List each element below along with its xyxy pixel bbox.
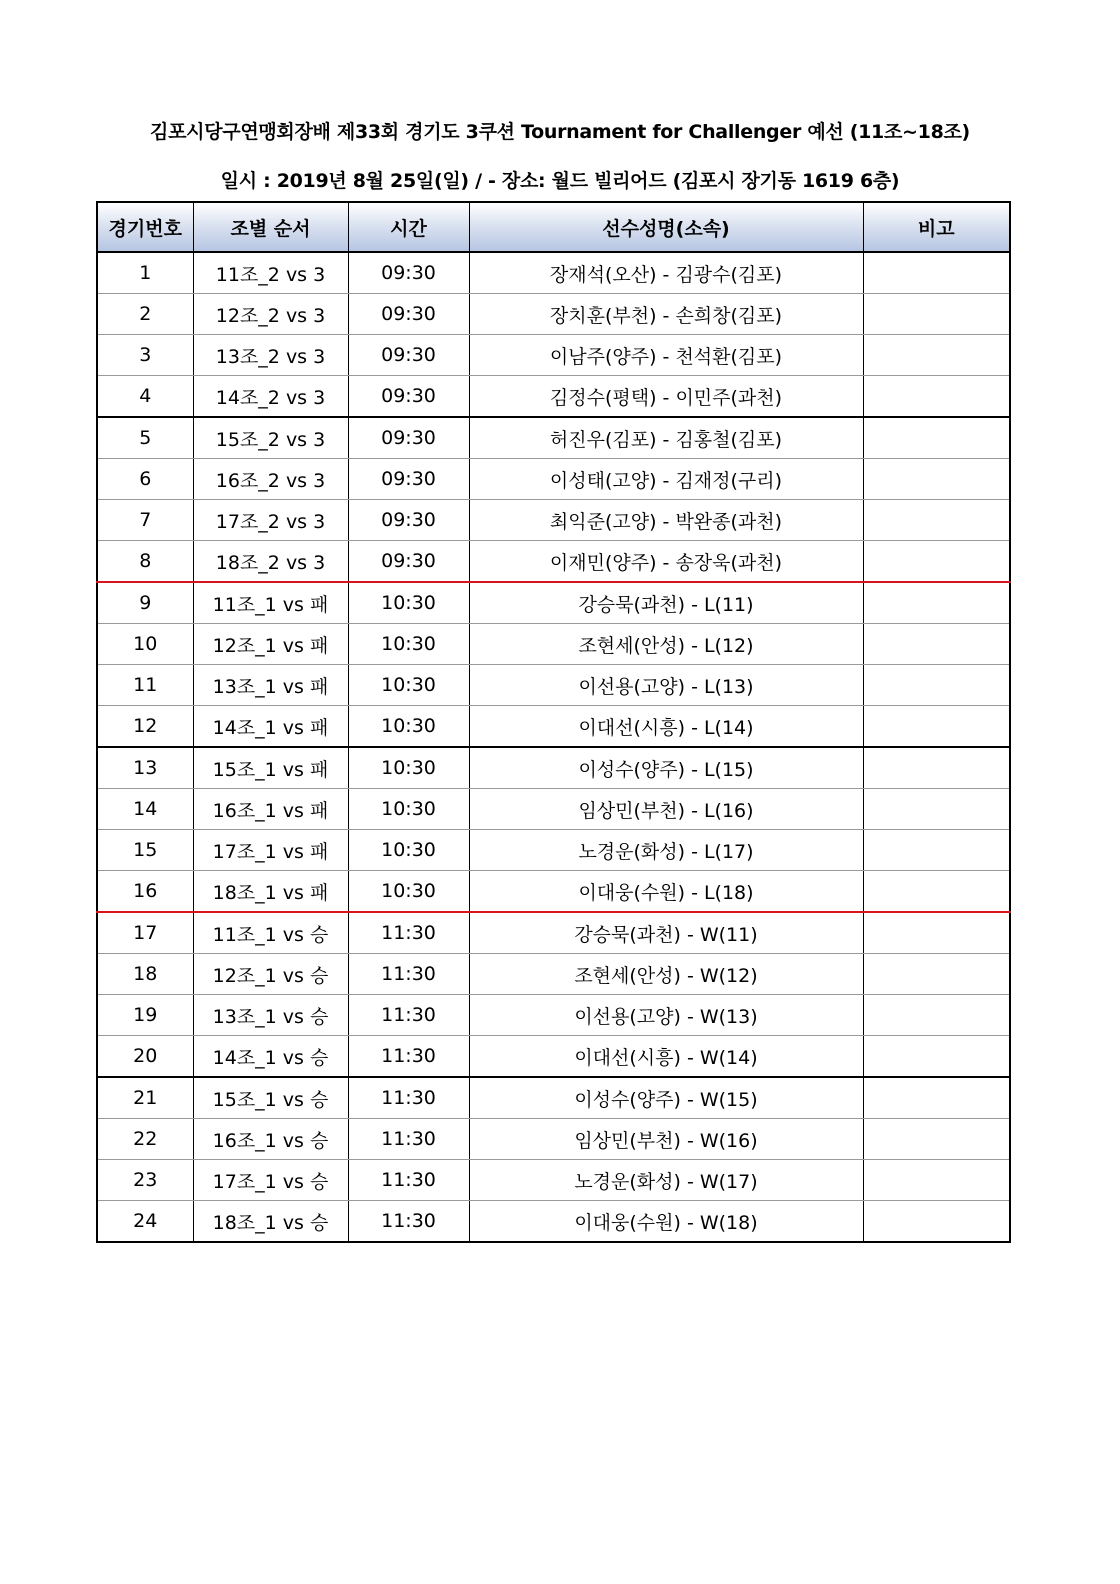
match-number-cell: 9 [97,582,193,624]
players-cell: 이선용(고양) - W(13) [469,995,863,1036]
note-cell [863,830,1010,871]
table-row [97,1036,1010,1078]
players-cell: 장치훈(부천) - 손희창(김포) [469,294,863,335]
note-cell [863,541,1010,583]
table-row [97,995,1010,1036]
table-row [97,665,1010,706]
time-cell: 09:30 [348,417,469,459]
note-cell [863,252,1010,294]
group-order-cell: 11조_1 vs 패 [193,582,348,624]
players-cell: 강승묵(과천) - L(11) [469,582,863,624]
note-cell [863,376,1010,418]
players-cell: 이대웅(수원) - L(18) [469,871,863,913]
group-order-cell: 14조_1 vs 패 [193,706,348,748]
document-title: 김포시당구연맹회장배 제33회 경기도 3쿠션 Tournament for Challenger 예선 (11조~18조) [150,121,970,143]
match-number-cell: 1 [97,252,193,294]
time-cell: 11:30 [348,1160,469,1201]
group-order-cell: 18조_1 vs 승 [193,1201,348,1243]
note-cell [863,747,1010,789]
match-number-cell: 20 [97,1036,193,1078]
players-cell: 노경운(화성) - W(17) [469,1160,863,1201]
time-cell: 09:30 [348,376,469,418]
match-number-cell: 8 [97,541,193,583]
header-match-number: 경기번호 [97,202,193,252]
time-cell: 11:30 [348,1201,469,1243]
table-row [97,1201,1010,1243]
match-schedule-table [96,201,1011,1243]
time-cell: 09:30 [348,500,469,541]
header-time: 시간 [348,202,469,252]
time-cell: 10:30 [348,624,469,665]
note-cell [863,665,1010,706]
group-order-cell: 11조_2 vs 3 [193,252,348,294]
match-number-cell: 24 [97,1201,193,1243]
table-row [97,624,1010,665]
note-cell [863,706,1010,748]
table-row [97,912,1010,954]
note-cell [863,871,1010,913]
match-number-cell: 12 [97,706,193,748]
note-cell [863,912,1010,954]
group-order-cell: 17조_1 vs 승 [193,1160,348,1201]
match-number-cell: 10 [97,624,193,665]
group-order-cell: 13조_1 vs 승 [193,995,348,1036]
time-cell: 10:30 [348,871,469,913]
note-cell [863,995,1010,1036]
time-cell: 10:30 [348,830,469,871]
group-order-cell: 12조_2 vs 3 [193,294,348,335]
table-row [97,706,1010,748]
match-number-cell: 6 [97,459,193,500]
players-cell: 조현세(안성) - L(12) [469,624,863,665]
table-row [97,417,1010,459]
players-cell: 이성태(고양) - 김재정(구리) [469,459,863,500]
note-cell [863,1201,1010,1243]
group-order-cell: 17조_2 vs 3 [193,500,348,541]
note-cell [863,789,1010,830]
players-cell: 이대웅(수원) - W(18) [469,1201,863,1243]
table-row [97,459,1010,500]
table-row [97,376,1010,418]
time-cell: 10:30 [348,747,469,789]
match-number-cell: 14 [97,789,193,830]
players-cell: 장재석(오산) - 김광수(김포) [469,252,863,294]
table-row [97,747,1010,789]
note-cell [863,1119,1010,1160]
time-cell: 11:30 [348,1119,469,1160]
group-order-cell: 16조_1 vs 승 [193,1119,348,1160]
header-note: 비고 [863,202,1010,252]
players-cell: 김정수(평택) - 이민주(과천) [469,376,863,418]
time-cell: 11:30 [348,954,469,995]
match-number-cell: 17 [97,912,193,954]
match-number-cell: 7 [97,500,193,541]
table-row [97,582,1010,624]
time-cell: 10:30 [348,582,469,624]
players-cell: 최익준(고양) - 박완종(과천) [469,500,863,541]
players-cell: 이대선(시흥) - W(14) [469,1036,863,1078]
players-cell: 이재민(양주) - 송장욱(과천) [469,541,863,583]
players-cell: 이성수(양주) - W(15) [469,1077,863,1119]
time-cell: 09:30 [348,294,469,335]
note-cell [863,294,1010,335]
note-cell [863,1036,1010,1078]
table-row [97,871,1010,913]
players-cell: 조현세(안성) - W(12) [469,954,863,995]
group-order-cell: 13조_1 vs 패 [193,665,348,706]
time-cell: 09:30 [348,252,469,294]
table-header-row [97,202,1010,252]
match-number-cell: 11 [97,665,193,706]
match-number-cell: 23 [97,1160,193,1201]
players-cell: 이성수(양주) - L(15) [469,747,863,789]
time-cell: 09:30 [348,541,469,583]
note-cell [863,1160,1010,1201]
match-number-cell: 18 [97,954,193,995]
document-subtitle: 일시 : 2019년 8월 25일(일) / - 장소: 월드 빌리어드 (김포시 장기동 1619 6층) [220,170,900,192]
group-order-cell: 14조_2 vs 3 [193,376,348,418]
time-cell: 11:30 [348,1077,469,1119]
players-cell: 임상민(부천) - W(16) [469,1119,863,1160]
group-order-cell: 17조_1 vs 패 [193,830,348,871]
table-row [97,830,1010,871]
time-cell: 11:30 [348,912,469,954]
group-order-cell: 18조_1 vs 패 [193,871,348,913]
match-number-cell: 21 [97,1077,193,1119]
match-number-cell: 16 [97,871,193,913]
match-number-cell: 4 [97,376,193,418]
players-cell: 허진우(김포) - 김홍철(김포) [469,417,863,459]
match-number-cell: 15 [97,830,193,871]
group-order-cell: 16조_2 vs 3 [193,459,348,500]
time-cell: 11:30 [348,1036,469,1078]
time-cell: 11:30 [348,995,469,1036]
group-order-cell: 15조_2 vs 3 [193,417,348,459]
time-cell: 10:30 [348,706,469,748]
match-number-cell: 2 [97,294,193,335]
group-order-cell: 12조_1 vs 패 [193,624,348,665]
header-group-order: 조별 순서 [193,202,348,252]
group-order-cell: 18조_2 vs 3 [193,541,348,583]
note-cell [863,459,1010,500]
note-cell [863,500,1010,541]
table-row [97,252,1010,294]
group-order-cell: 16조_1 vs 패 [193,789,348,830]
group-order-cell: 13조_2 vs 3 [193,335,348,376]
table-row [97,500,1010,541]
table-row [97,1119,1010,1160]
players-cell: 노경운(화성) - L(17) [469,830,863,871]
note-cell [863,1077,1010,1119]
group-order-cell: 12조_1 vs 승 [193,954,348,995]
match-number-cell: 19 [97,995,193,1036]
players-cell: 강승묵(과천) - W(11) [469,912,863,954]
match-number-cell: 3 [97,335,193,376]
header-players: 선수성명(소속) [469,202,863,252]
time-cell: 09:30 [348,335,469,376]
match-number-cell: 5 [97,417,193,459]
players-cell: 이대선(시흥) - L(14) [469,706,863,748]
note-cell [863,582,1010,624]
time-cell: 10:30 [348,789,469,830]
match-number-cell: 22 [97,1119,193,1160]
table-row [97,954,1010,995]
table-row [97,1077,1010,1119]
players-cell: 이남주(양주) - 천석환(김포) [469,335,863,376]
match-number-cell: 13 [97,747,193,789]
players-cell: 이선용(고양) - L(13) [469,665,863,706]
table-row [97,335,1010,376]
table-body [97,252,1010,1242]
note-cell [863,417,1010,459]
table-row [97,789,1010,830]
group-order-cell: 14조_1 vs 승 [193,1036,348,1078]
table-row [97,1160,1010,1201]
time-cell: 10:30 [348,665,469,706]
group-order-cell: 11조_1 vs 승 [193,912,348,954]
table-row [97,294,1010,335]
note-cell [863,954,1010,995]
players-cell: 임상민(부천) - L(16) [469,789,863,830]
group-order-cell: 15조_1 vs 승 [193,1077,348,1119]
note-cell [863,624,1010,665]
table-row [97,541,1010,583]
time-cell: 09:30 [348,459,469,500]
note-cell [863,335,1010,376]
group-order-cell: 15조_1 vs 패 [193,747,348,789]
